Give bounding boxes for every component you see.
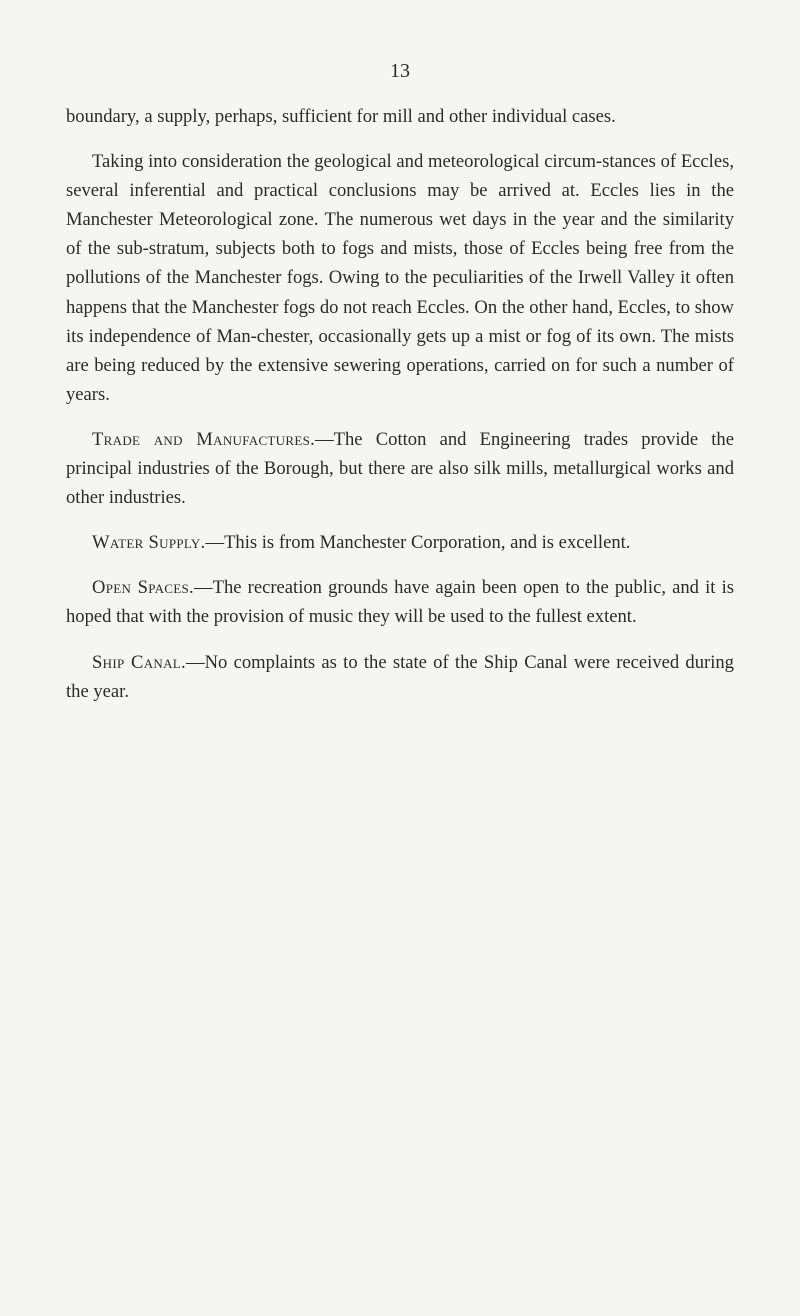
paragraph-ship-canal bbox=[66, 648, 734, 706]
paragraph-trade-manufactures bbox=[66, 425, 734, 512]
paragraph-water-supply bbox=[66, 528, 734, 557]
paragraph-open-spaces bbox=[66, 573, 734, 631]
page-number: 13 bbox=[390, 60, 410, 82]
section-heading: Open Spaces. bbox=[92, 577, 194, 599]
section-heading: Ship Canal. bbox=[92, 651, 186, 673]
section-heading: Water Supply. bbox=[92, 532, 206, 554]
paragraph-text: boundary, a supply, perhaps, sufficient for mill and other individual cases. bbox=[66, 106, 616, 127]
paragraph-text: Taking into consideration the geological and meteorological circum-stances of Eccles, several inferential and practical conclusions may be arrived at. Eccles lies in the Manchester Meteorological zone. The numerous wet days in the year and the similarity of the sub-stratum, subjects both to fogs and mists, those of Eccles being free from the pollutions of the Manchester fogs. Owing to the peculiarities of the Irwell Valley it often happens that the Manchester fogs do not reach Eccles. On the other hand, Eccles, to show its independence of Man-chester, occasionally gets up a mist or fog of its own. The mists are being reduced by the extensive sewering operations, carried on for such a number of years. bbox=[66, 151, 734, 405]
paragraph-text: —No complaints as to the state of the Ship Canal were received during the year. bbox=[66, 651, 734, 702]
body-text bbox=[66, 102, 734, 722]
paragraph-text: —The Cotton and Engineering trades provide the principal industries of the Borough, but there are also silk mills, metallurgical works and other industries. bbox=[66, 428, 734, 509]
paragraph-text: —The recreation grounds have again been open to the public, and it is hoped that with the provision of music they will be used to the fullest extent. bbox=[66, 577, 734, 628]
paragraph-text: —This is from Manchester Corporation, and is excellent. bbox=[205, 532, 631, 554]
paragraph-continuation bbox=[66, 102, 734, 131]
paragraph-geology-meteorology bbox=[66, 147, 734, 409]
section-heading: Trade and Manufactures. bbox=[92, 428, 316, 450]
